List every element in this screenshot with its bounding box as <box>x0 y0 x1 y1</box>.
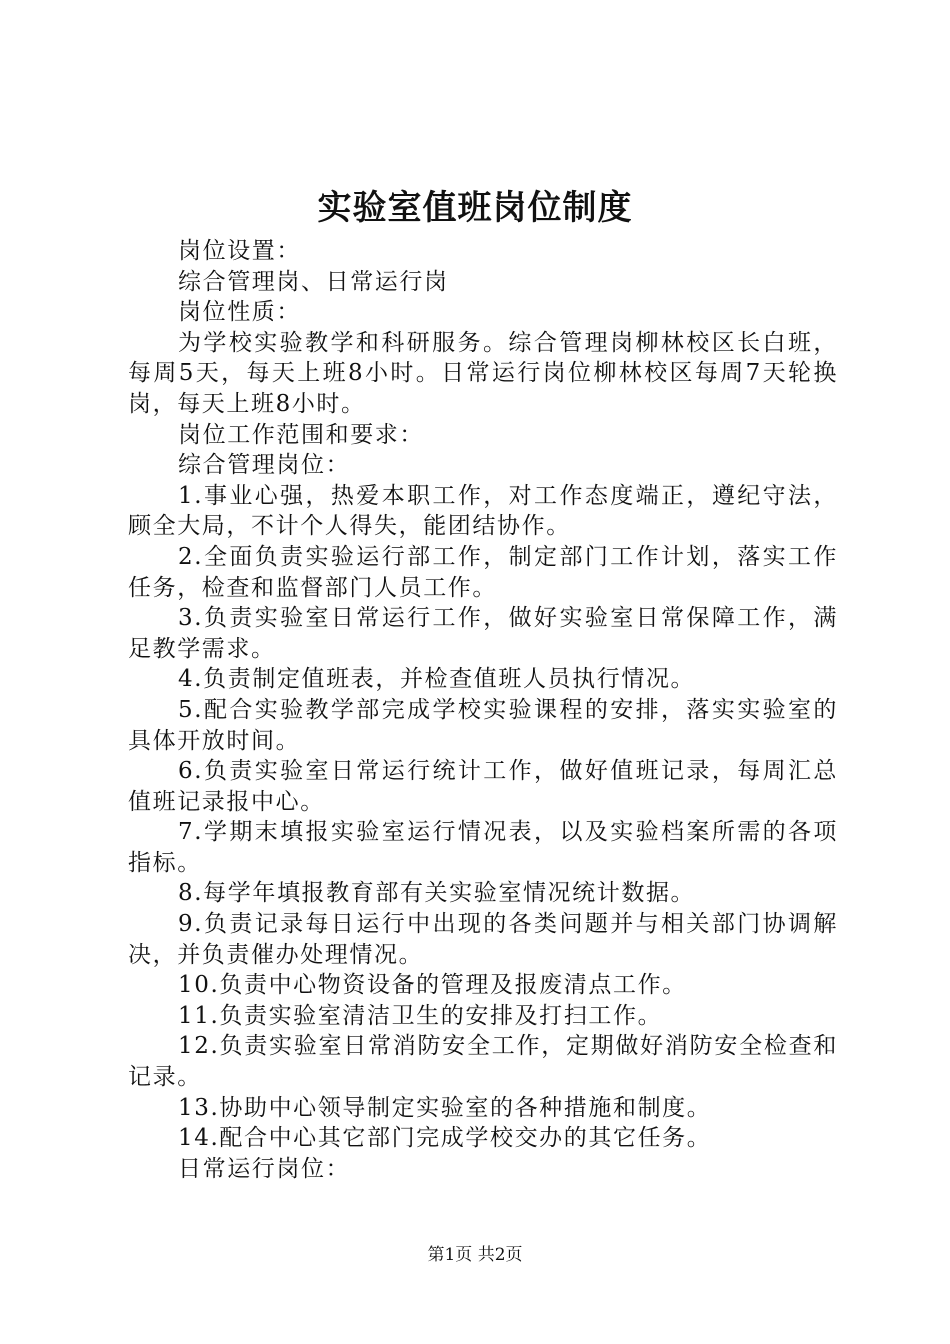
paragraph: 8.每学年填报教育部有关实验室情况统计数据。 <box>178 880 696 907</box>
paragraph: 2.全面负责实验运行部工作，制定部门工作计划，落实工作任务，检查和监督部门人员工作。 <box>128 543 838 601</box>
paragraph: 岗位工作范围和要求： <box>178 421 424 448</box>
paragraph: 5.配合实验教学部完成学校实验课程的安排，落实实验室的具体开放时间。 <box>128 696 838 754</box>
document-body <box>128 236 838 1184</box>
paragraph: 综合管理岗、日常运行岗 <box>178 268 449 295</box>
paragraph: 7.学期末填报实验室运行情况表，以及实验档案所需的各项指标。 <box>128 819 838 876</box>
paragraph: 9.负责记录每日运行中出现的各类问题并与相关部门协调解决，并负责催办处理情况。 <box>128 911 838 968</box>
paragraph: 3.负责实验室日常运行工作，做好实验室日常保障工作，满足教学需求。 <box>128 605 838 662</box>
paragraph: 11.负责实验室清洁卫生的安排及打扫工作。 <box>178 1002 663 1029</box>
paragraph: 4.负责制定值班表，并检查值班人员执行情况。 <box>178 666 696 693</box>
paragraph: 1.事业心强，热爱本职工作，对工作态度端正，遵纪守法，顾全大局，不计个人得失，能团结协作。 <box>128 482 838 540</box>
paragraph: 14.配合中心其它部门完成学校交办的其它任务。 <box>178 1125 712 1152</box>
paragraph: 岗位性质： <box>178 299 301 326</box>
document-title: 实验室值班岗位制度 <box>317 188 633 228</box>
page-footer: 第1页 共2页 <box>427 1245 523 1265</box>
paragraph: 6.负责实验室日常运行统计工作，做好值班记录，每周汇总值班记录报中心。 <box>128 758 838 815</box>
paragraph: 12.负责实验室日常消防安全工作，定期做好消防安全检查和记录。 <box>128 1033 838 1091</box>
paragraph: 10.负责中心物资设备的管理及报废清点工作。 <box>178 972 687 999</box>
paragraph: 岗位设置： <box>178 238 301 264</box>
paragraph: 为学校实验教学和科研服务。综合管理岗柳林校区长白班，每周5天，每天上班8小时。日常运行岗位柳林校区每周7天轮换岗，每天上班8小时。 <box>128 329 838 417</box>
paragraph: 日常运行岗位： <box>178 1155 351 1182</box>
paragraph: 综合管理岗位： <box>178 452 351 479</box>
paragraph: 13.协助中心领导制定实验室的各种措施和制度。 <box>178 1094 712 1121</box>
